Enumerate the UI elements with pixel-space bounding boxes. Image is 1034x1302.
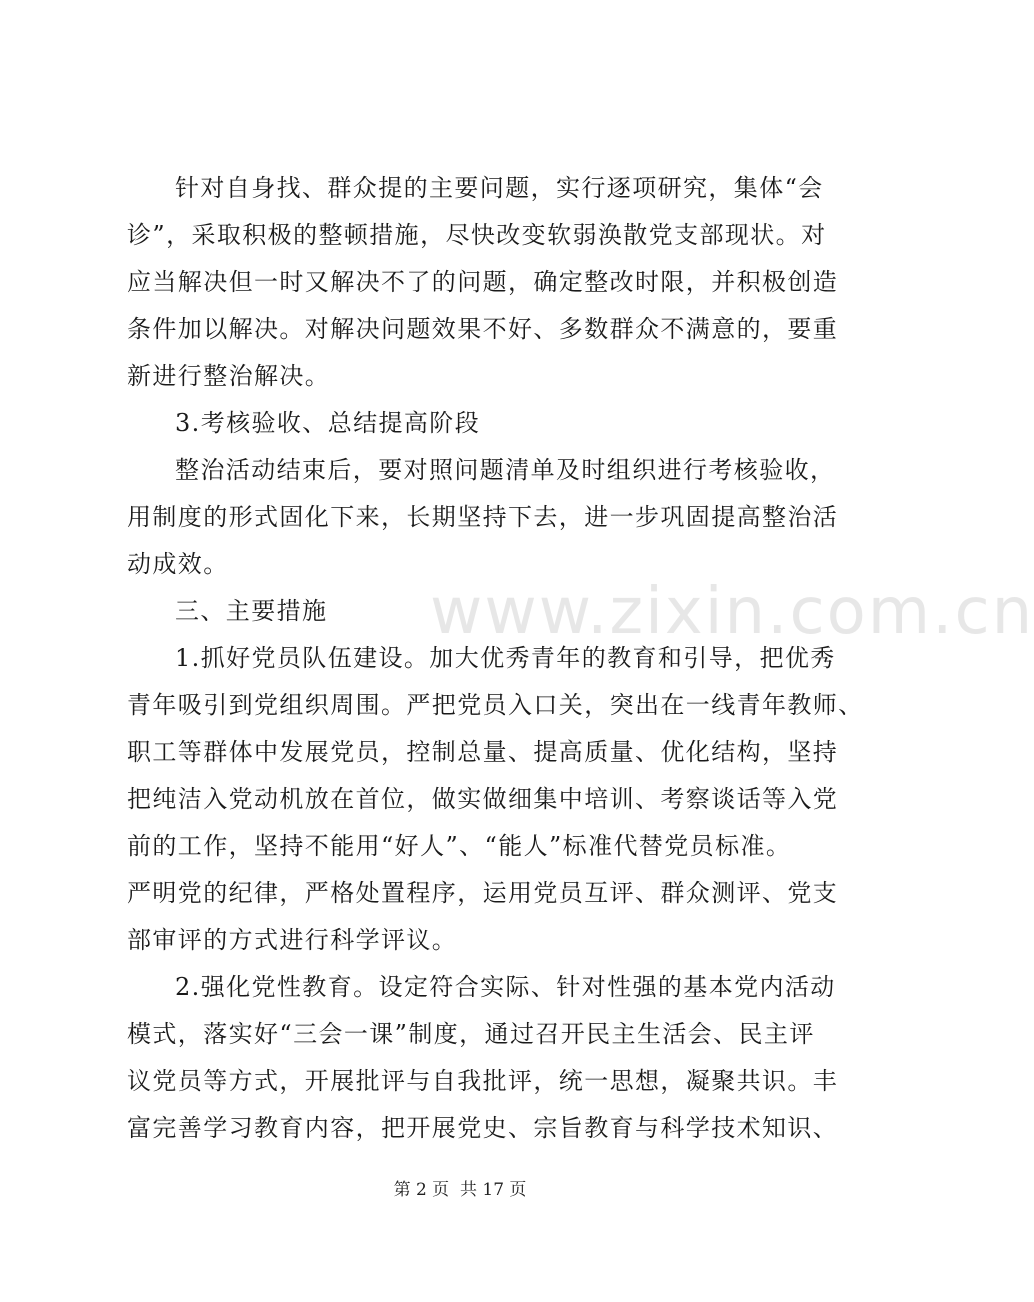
paragraph-line: 2.强化党性教育。设定符合实际、针对性强的基本党内活动 (175, 973, 836, 1001)
paragraph-line: 动成效。 (127, 550, 229, 578)
paragraph-line: 针对自身找、群众提的主要问题，实行逐项研究，集体“会 (175, 174, 824, 202)
paragraph-line: 新进行整治解决。 (127, 362, 331, 390)
paragraph-line: 职工等群体中发展党员，控制总量、提高质量、优化结构，坚持 (127, 738, 839, 766)
paragraph-line: 富完善学习教育内容，把开展党史、宗旨教育与科学技术知识、 (127, 1114, 839, 1142)
paragraph-line: 模式，落实好“三会一课”制度，通过召开民主生活会、民主评 (127, 1020, 815, 1048)
paragraph-line: 1.抓好党员队伍建设。加大优秀青年的教育和引导，把优秀 (175, 644, 836, 672)
paragraph-line: 严明党的纪律，严格处置程序，运用党员互评、群众测评、党支 (127, 879, 839, 907)
paragraph-line: 议党员等方式，开展批评与自我批评，统一思想，凝聚共识。丰 (127, 1067, 839, 1095)
paragraph-line: 用制度的形式固化下来，长期坚持下去，进一步巩固提高整治活 (127, 503, 839, 531)
section-heading: 三、主要措施 (175, 597, 328, 625)
body-text (127, 165, 864, 1152)
paragraph-line: 整治活动结束后，要对照问题清单及时组织进行考核验收， (175, 456, 836, 484)
paragraph-line: 诊”，采取积极的整顿措施，尽快改变软弱涣散党支部现状。对 (127, 221, 827, 249)
watermark: www.zixin.com.cn (430, 575, 1034, 649)
section-heading: 3.考核验收、总结提高阶段 (175, 409, 481, 437)
paragraph-line: 把纯洁入党动机放在首位，做实做细集中培训、考察谈话等入党 (127, 785, 839, 813)
paragraph-line: 应当解决但一时又解决不了的问题，确定整改时限，并积极创造 (127, 268, 839, 296)
paragraph-line: 条件加以解决。对解决问题效果不好、多数群众不满意的，要重 (127, 315, 839, 343)
paragraph-line: 部审评的方式进行科学评议。 (127, 926, 458, 954)
paragraph-line: 青年吸引到党组织周围。严把党员入口关，突出在一线青年教师、 (127, 691, 864, 719)
paragraph-line: 前的工作，坚持不能用“好人”、“能人”标准代替党员标准。 (127, 832, 792, 860)
page-number-footer: 第 2 页 共 17 页 (393, 1180, 527, 1200)
